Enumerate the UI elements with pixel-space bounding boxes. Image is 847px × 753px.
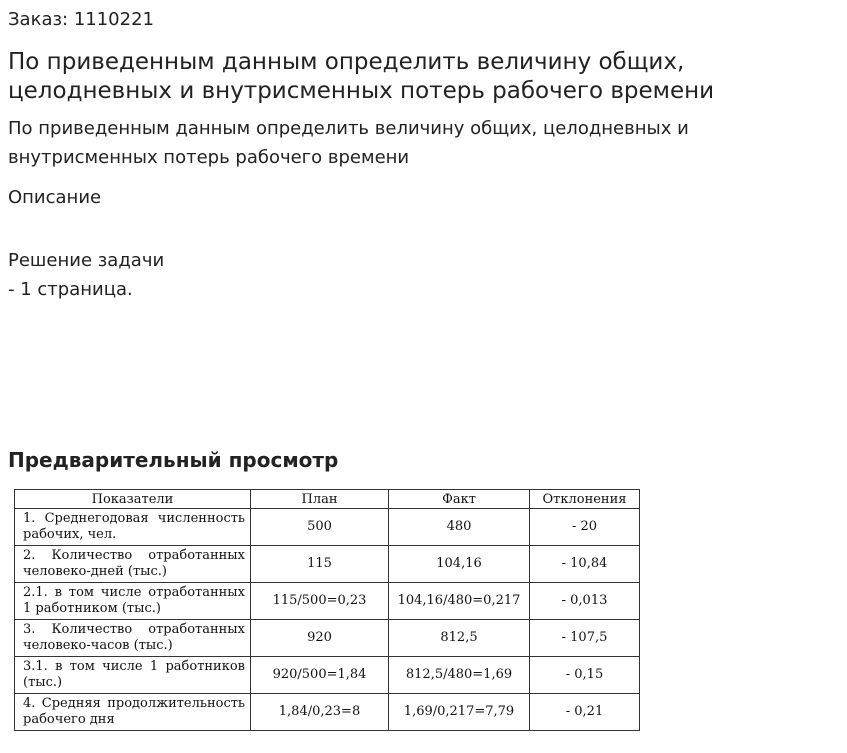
fact-cell: 480 bbox=[389, 509, 530, 546]
solution-label: Решение задачи bbox=[8, 250, 165, 271]
fact-cell: 812,5/480=1,69 bbox=[389, 657, 530, 694]
table-header-row bbox=[15, 490, 640, 509]
table-row bbox=[15, 583, 640, 620]
plan-cell: 920/500=1,84 bbox=[251, 657, 389, 694]
plan-cell: 115/500=0,23 bbox=[251, 583, 389, 620]
deviation-cell: - 0,013 bbox=[530, 583, 640, 620]
column-header: Факт bbox=[389, 490, 530, 509]
preview-image bbox=[14, 489, 639, 737]
fact-cell: 104,16 bbox=[389, 546, 530, 583]
table-row bbox=[15, 546, 640, 583]
table-row bbox=[15, 620, 640, 657]
fact-cell: 812,5 bbox=[389, 620, 530, 657]
indicator-cell: 3. Количество отработанных человеко-часов (тыс.) bbox=[15, 620, 251, 657]
plan-cell: 920 bbox=[251, 620, 389, 657]
solution-page-count: - 1 страница. bbox=[8, 279, 133, 300]
deviation-cell: - 107,5 bbox=[530, 620, 640, 657]
plan-cell: 115 bbox=[251, 546, 389, 583]
deviation-cell: - 10,84 bbox=[530, 546, 640, 583]
column-header: Показатели bbox=[15, 490, 251, 509]
plan-cell: 1,84/0,23=8 bbox=[251, 694, 389, 731]
indicator-cell: 1. Среднегодовая численность рабочих, чел. bbox=[15, 509, 251, 546]
deviation-cell: - 20 bbox=[530, 509, 640, 546]
order-number: Заказ: 1110221 bbox=[8, 9, 154, 30]
preview-heading: Предварительный просмотр bbox=[8, 448, 339, 472]
fact-cell: 104,16/480=0,217 bbox=[389, 583, 530, 620]
description-label: Описание bbox=[8, 187, 102, 208]
column-header: План bbox=[251, 490, 389, 509]
plan-cell: 500 bbox=[251, 509, 389, 546]
page-title: По приведенным данным определить величину общих, целодневных и внутрисменных потерь рабочего времени bbox=[8, 49, 715, 104]
column-header: Отклонения bbox=[530, 490, 640, 509]
indicator-cell: 2. Количество отработанных человеко-дней (тыс.) bbox=[15, 546, 251, 583]
fact-cell: 1,69/0,217=7,79 bbox=[389, 694, 530, 731]
deviation-cell: - 0,15 bbox=[530, 657, 640, 694]
table-row bbox=[15, 509, 640, 546]
indicator-cell: 4. Средняя продолжительность рабочего дня bbox=[15, 694, 251, 731]
indicators-table bbox=[14, 489, 640, 731]
indicator-cell: 3.1. в том числе 1 работников (тыс.) bbox=[15, 657, 251, 694]
deviation-cell: - 0,21 bbox=[530, 694, 640, 731]
table-row bbox=[15, 694, 640, 731]
indicator-cell: 2.1. в том числе отработанных 1 работником (тыс.) bbox=[15, 583, 251, 620]
task-summary: По приведенным данным определить величину общих, целодневных и внутрисменных потерь рабочего времени bbox=[8, 118, 689, 168]
table-row bbox=[15, 657, 640, 694]
